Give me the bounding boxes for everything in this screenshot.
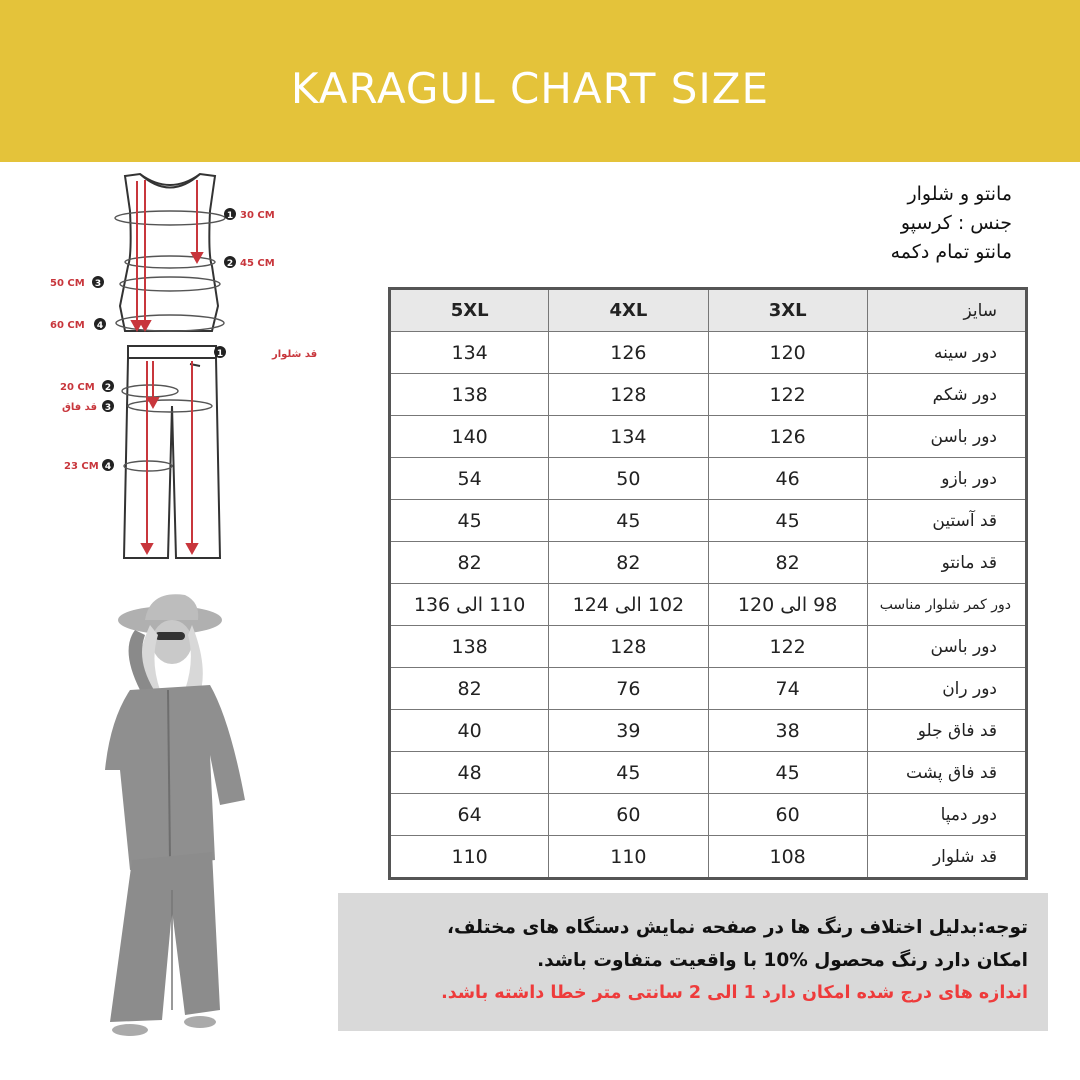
- table-cell: 126: [549, 332, 708, 374]
- table-row: [390, 458, 1027, 500]
- table-cell: 138: [390, 626, 549, 668]
- table-cell: 120: [708, 332, 867, 374]
- row-label: دور سینه: [867, 332, 1026, 374]
- table-cell: 126: [708, 416, 867, 458]
- table-row: [390, 332, 1027, 374]
- table-cell: 122: [708, 626, 867, 668]
- table-row: [390, 752, 1027, 794]
- table-row: [390, 626, 1027, 668]
- table-header-row: [390, 289, 1027, 332]
- table-row: [390, 416, 1027, 458]
- table-cell: 128: [549, 374, 708, 416]
- table-cell: 110: [549, 836, 708, 879]
- top-label-num-3: 3: [94, 279, 102, 289]
- top-label-num-4: 4: [96, 321, 104, 331]
- table-cell: 54: [390, 458, 549, 500]
- measurement-diagram: [40, 166, 330, 566]
- row-label: دور بازو: [867, 458, 1026, 500]
- table-cell: 110: [390, 836, 549, 879]
- top-label-3: 50 CM: [50, 278, 85, 289]
- product-info: [891, 180, 1012, 267]
- table-cell: 38: [708, 710, 867, 752]
- row-label: دور ران: [867, 668, 1026, 710]
- pants-label-2: 20 CM: [60, 382, 95, 393]
- table-cell: 134: [390, 332, 549, 374]
- pants-label-num-3: 3: [104, 403, 112, 413]
- table-cell: 74: [708, 668, 867, 710]
- table-cell: 60: [549, 794, 708, 836]
- table-row: [390, 794, 1027, 836]
- table-row: [390, 710, 1027, 752]
- table-row: [390, 584, 1027, 626]
- top-label-1: 30 CM: [240, 210, 275, 221]
- row-label: قد فاق پشت: [867, 752, 1026, 794]
- row-label: قد شلوار: [867, 836, 1026, 879]
- table-row: [390, 374, 1027, 416]
- size-header-3xl: 3XL: [708, 289, 867, 332]
- product-type: مانتو و شلوار: [907, 183, 1012, 205]
- table-cell: 39: [549, 710, 708, 752]
- row-label: دور باسن: [867, 416, 1026, 458]
- table-cell: 122: [708, 374, 867, 416]
- row-label: قد آستین: [867, 500, 1026, 542]
- table-cell: 108: [708, 836, 867, 879]
- row-label: دور شکم: [867, 374, 1026, 416]
- table-cell: 82: [549, 542, 708, 584]
- table-cell: 46: [708, 458, 867, 500]
- pants-label-1: قد شلوار: [272, 349, 318, 360]
- header-banner: [0, 0, 1080, 162]
- product-style: مانتو تمام دکمه: [890, 241, 1012, 263]
- top-label-4: 60 CM: [50, 320, 85, 331]
- disclaimer-note: [338, 893, 1048, 1031]
- note-line-3: اندازه های درج شده امکان دارد 1 الی 2 سانتی متر خطا داشته باشد.: [441, 983, 1028, 1003]
- model-photo: [50, 590, 260, 1050]
- table-cell: 140: [390, 416, 549, 458]
- pants-label-4: 23 CM: [64, 461, 99, 472]
- table-cell: 82: [708, 542, 867, 584]
- table-cell: 50: [549, 458, 708, 500]
- top-label-2: 45 CM: [240, 258, 275, 269]
- table-cell: 76: [549, 668, 708, 710]
- product-material: جنس : کرسپو: [900, 212, 1012, 234]
- row-label: دور دمپا: [867, 794, 1026, 836]
- table-cell: 110 الی 136: [390, 584, 549, 626]
- table-row: [390, 668, 1027, 710]
- row-label: دور کمر شلوار مناسب: [867, 584, 1026, 626]
- pants-labels: [60, 346, 317, 472]
- table-cell: 45: [549, 500, 708, 542]
- row-label: قد فاق جلو: [867, 710, 1026, 752]
- table-cell: 82: [390, 542, 549, 584]
- table-cell: 128: [549, 626, 708, 668]
- pants-label-num-1: 1: [216, 349, 224, 359]
- table-cell: 45: [549, 752, 708, 794]
- size-header-label: سایز: [867, 289, 1026, 332]
- pants-label-3: قد فاق: [61, 402, 97, 413]
- table-cell: 45: [708, 752, 867, 794]
- pants-label-num-2: 2: [104, 383, 112, 393]
- table-cell: 134: [549, 416, 708, 458]
- note-line-2: امکان دارد رنگ محصول %10 با واقعیت متفاوت باشد.: [537, 950, 1028, 971]
- note-line-1: توجه:بدلیل اختلاف رنگ ها در صفحه نمایش دستگاه های مختلف،: [446, 917, 1028, 938]
- row-label: دور باسن: [867, 626, 1026, 668]
- table-cell: 48: [390, 752, 549, 794]
- size-chart-table: [388, 287, 1028, 880]
- pants-outline: [124, 346, 220, 558]
- page-title: KARAGUL CHART SIZE: [290, 64, 770, 113]
- table-row: [390, 500, 1027, 542]
- table-cell: 64: [390, 794, 549, 836]
- table-row: [390, 836, 1027, 879]
- table-cell: 40: [390, 710, 549, 752]
- table-row: [390, 542, 1027, 584]
- size-header-5xl: 5XL: [390, 289, 549, 332]
- table-cell: 82: [390, 668, 549, 710]
- table-cell: 45: [390, 500, 549, 542]
- table-cell: 98 الی 120: [708, 584, 867, 626]
- top-label-num-2: 2: [226, 259, 234, 269]
- table-cell: 138: [390, 374, 549, 416]
- pants-label-num-4: 4: [104, 462, 112, 472]
- table-cell: 60: [708, 794, 867, 836]
- top-label-num-1: 1: [226, 211, 234, 221]
- size-header-4xl: 4XL: [549, 289, 708, 332]
- table-cell: 45: [708, 500, 867, 542]
- top-labels: [50, 208, 275, 331]
- row-label: قد مانتو: [867, 542, 1026, 584]
- table-cell: 102 الی 124: [549, 584, 708, 626]
